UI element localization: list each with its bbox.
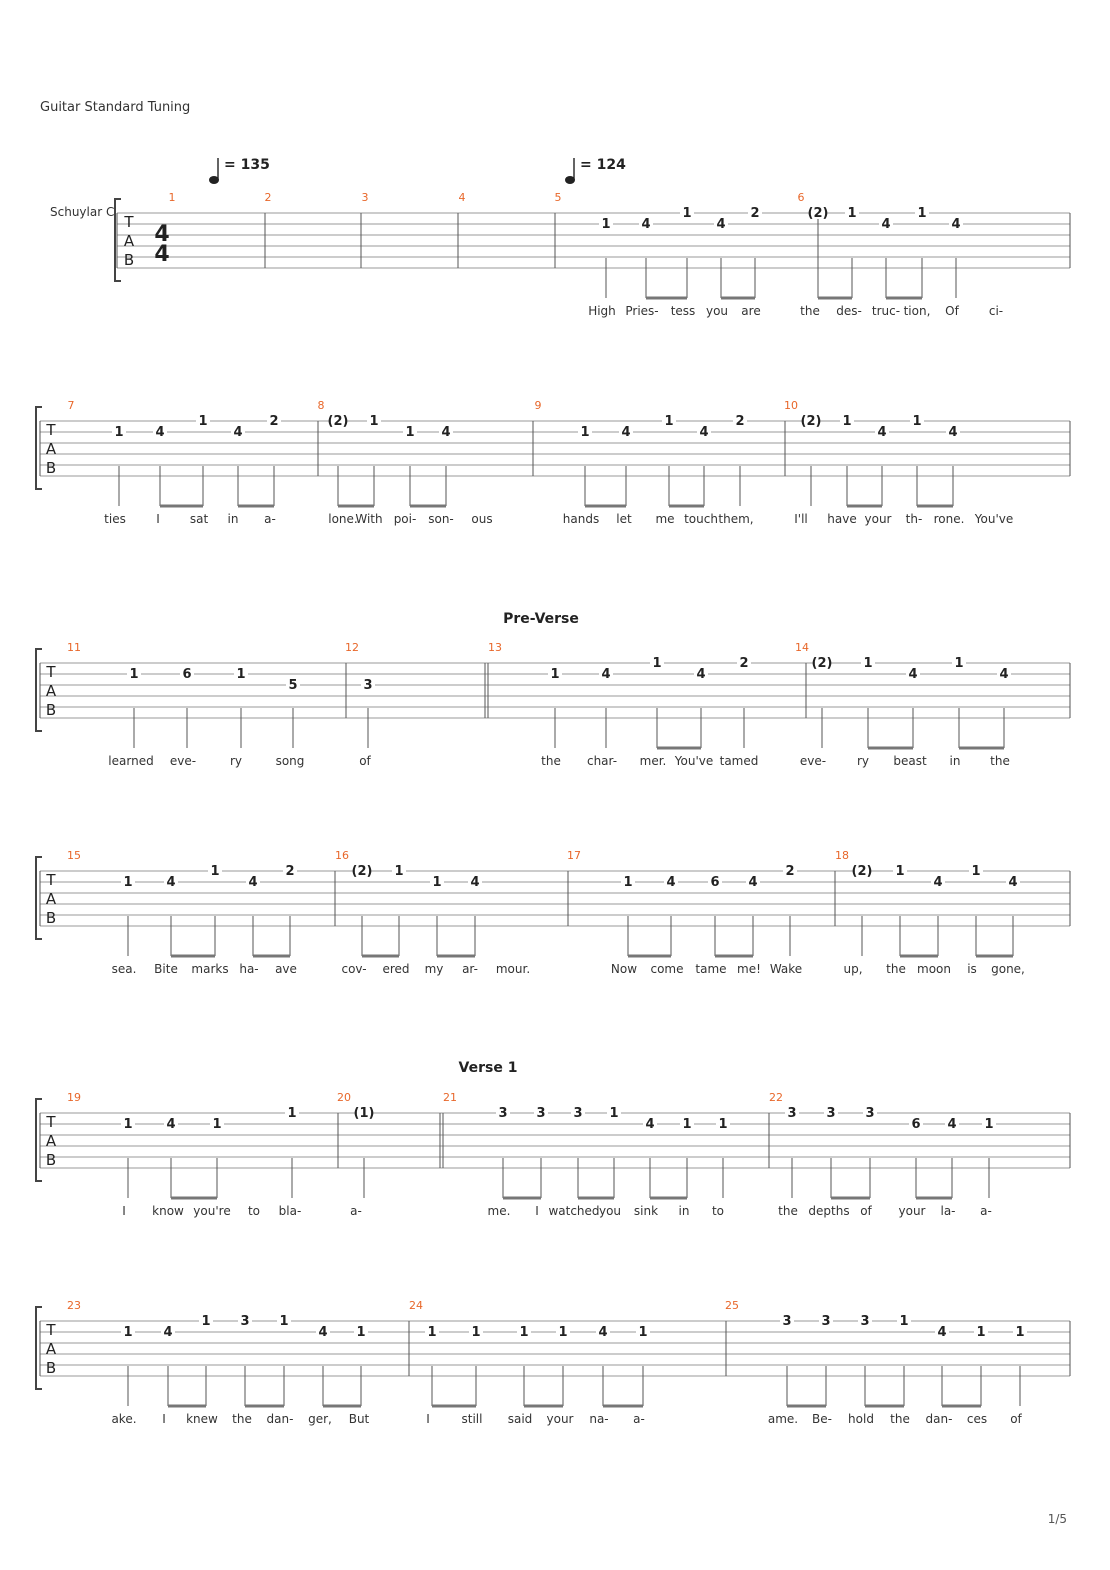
lyric-syllable: learned [108, 754, 154, 768]
fret-number: 1 [432, 875, 442, 890]
measure-number: 24 [409, 1299, 423, 1312]
lyric-syllable: tion, [903, 304, 931, 318]
fret-number: 1 [369, 414, 379, 429]
lyric-syllable: depths [808, 1204, 850, 1218]
lyric-syllable: me! [737, 962, 761, 976]
section-label: Verse 1 [458, 1060, 518, 1076]
fret-number: 2 [750, 206, 760, 221]
lyric-syllable: cov- [341, 962, 367, 976]
fret-number: 2 [739, 656, 749, 671]
lyric-syllable: your [546, 1412, 574, 1426]
fret-number: 1 [198, 414, 208, 429]
fret-number: 4 [1008, 875, 1018, 890]
lyric-syllable: to [247, 1204, 261, 1218]
lyric-syllable: up, [843, 962, 863, 976]
lyric-syllable: I'll [794, 512, 808, 526]
tuning-label: Guitar Standard Tuning [40, 100, 191, 115]
fret-number: 1 [895, 864, 905, 879]
lyric-syllable: ered [382, 962, 410, 976]
fret-number: 4 [163, 1325, 173, 1340]
fret-number: 4 [748, 875, 758, 890]
fret-number: 4 [166, 1117, 176, 1132]
fret-number: 4 [933, 875, 943, 890]
time-signature-top: 4 [154, 222, 170, 247]
lyric-syllable: a- [633, 1412, 645, 1426]
lyric-syllable: truc- [871, 304, 901, 318]
lyric-syllable: in [949, 754, 961, 768]
tab-clef-t: T [46, 1321, 56, 1339]
fret-number: 1 [580, 425, 590, 440]
fret-number: 4 [948, 425, 958, 440]
time-signature-bottom: 4 [154, 242, 170, 267]
lyric-syllable: a- [980, 1204, 992, 1218]
lyric-syllable: tamed [719, 754, 759, 768]
lyric-syllable: sea. [111, 962, 137, 976]
lyric-syllable: lone. [328, 512, 358, 526]
fret-number: 6 [182, 667, 192, 682]
tab-clef-t: T [46, 663, 56, 681]
tab-clef-b: B [45, 459, 57, 477]
fret-number: 2 [735, 414, 745, 429]
fret-number: 1 [976, 1325, 986, 1340]
fret-number: 1 [682, 206, 692, 221]
fret-number: 1 [405, 425, 415, 440]
lyric-syllable: hands [562, 512, 600, 526]
measure-number: 9 [534, 399, 542, 412]
measure-number: 13 [488, 641, 502, 654]
fret-number: 6 [911, 1117, 921, 1132]
lyric-syllable: the [541, 754, 561, 768]
fret-number: (2) [351, 864, 373, 879]
fret-number: 1 [471, 1325, 481, 1340]
lyric-syllable: me. [487, 1204, 511, 1218]
lyric-syllable: poi- [393, 512, 417, 526]
fret-number: 1 [129, 667, 139, 682]
lyric-syllable: said [507, 1412, 533, 1426]
lyric-syllable: You've [674, 754, 714, 768]
lyric-syllable: I [426, 1412, 430, 1426]
fret-number: 4 [951, 217, 961, 232]
tab-clef-a: A [45, 1132, 57, 1150]
lyric-syllable: are [741, 304, 761, 318]
fret-number: 4 [621, 425, 631, 440]
fret-number: 1 [954, 656, 964, 671]
fret-number: 1 [899, 1314, 909, 1329]
fret-number: (2) [807, 206, 829, 221]
lyric-syllable: rone. [933, 512, 965, 526]
fret-number: 4 [601, 667, 611, 682]
fret-number: 1 [1015, 1325, 1025, 1340]
lyric-syllable: Be- [812, 1412, 832, 1426]
fret-number: 1 [210, 864, 220, 879]
fret-number: 1 [609, 1106, 619, 1121]
lyric-syllable: come [650, 962, 684, 976]
fret-number: 1 [664, 414, 674, 429]
tempo-marking: = 124 [580, 157, 626, 173]
tab-clef-a: A [45, 890, 57, 908]
fret-number: 1 [427, 1325, 437, 1340]
fret-number: 3 [782, 1314, 792, 1329]
measure-number: 15 [67, 849, 81, 862]
lyric-syllable: ake. [111, 1412, 137, 1426]
lyric-syllable: mer. [639, 754, 667, 768]
lyric-syllable: knew [186, 1412, 218, 1426]
lyric-syllable: still [461, 1412, 483, 1426]
fret-number: 4 [696, 667, 706, 682]
tab-clef-a: A [123, 232, 135, 250]
tab-clef-b: B [45, 1359, 57, 1377]
lyric-syllable: you [705, 304, 729, 318]
fret-number: 2 [785, 864, 795, 879]
lyric-syllable: you [598, 1204, 622, 1218]
measure-number: 2 [264, 191, 272, 204]
measure-number: 23 [67, 1299, 81, 1312]
fret-number: 3 [860, 1314, 870, 1329]
lyric-syllable: hold [848, 1412, 874, 1426]
fret-number: 4 [881, 217, 891, 232]
fret-number: 1 [201, 1314, 211, 1329]
measure-number: 19 [67, 1091, 81, 1104]
lyric-syllable: With [355, 512, 383, 526]
fret-number: 6 [710, 875, 720, 890]
lyric-syllable: you're [193, 1204, 231, 1218]
fret-number: 1 [287, 1106, 297, 1121]
fret-number: (2) [851, 864, 873, 879]
lyric-syllable: in [678, 1204, 690, 1218]
fret-number: 1 [842, 414, 852, 429]
lyric-syllable: I [535, 1204, 539, 1218]
lyric-syllable: let [616, 512, 632, 526]
lyric-syllable: your [898, 1204, 926, 1218]
tab-clef-t: T [46, 871, 56, 889]
tab-clef-b: B [45, 1151, 57, 1169]
lyric-syllable: You've [974, 512, 1014, 526]
fret-number: 1 [984, 1117, 994, 1132]
fret-number: 4 [937, 1325, 947, 1340]
fret-number: 1 [623, 875, 633, 890]
lyric-syllable: High [588, 304, 616, 318]
lyric-syllable: ha- [239, 962, 259, 976]
fret-number: 2 [269, 414, 279, 429]
system-bracket [115, 199, 121, 281]
fret-number: 3 [865, 1106, 875, 1121]
lyric-syllable: ger, [308, 1412, 332, 1426]
tab-clef-a: A [45, 1340, 57, 1358]
lyric-syllable: gone, [991, 962, 1025, 976]
lyric-syllable: the [232, 1412, 252, 1426]
lyric-syllable: Pries- [625, 304, 659, 318]
lyric-syllable: I [156, 512, 160, 526]
fret-number: 2 [285, 864, 295, 879]
fret-number: 1 [114, 425, 124, 440]
lyric-syllable: them, [718, 512, 754, 526]
lyric-syllable: char- [586, 754, 618, 768]
lyric-syllable: Of [945, 304, 959, 318]
tab-clef-b: B [45, 701, 57, 719]
lyric-syllable: moon [917, 962, 951, 976]
lyric-syllable: your [864, 512, 892, 526]
lyric-syllable: a- [350, 1204, 362, 1218]
lyric-syllable: ous [471, 512, 493, 526]
fret-number: 3 [498, 1106, 508, 1121]
lyric-syllable: the [800, 304, 820, 318]
tab-clef-t: T [46, 1113, 56, 1131]
measure-number: 7 [67, 399, 75, 412]
system-bracket [36, 407, 42, 489]
tab-clef-b: B [123, 251, 135, 269]
fret-number: 4 [641, 217, 651, 232]
fret-number: 4 [666, 875, 676, 890]
lyric-syllable: the [990, 754, 1010, 768]
lyric-syllable: tess [670, 304, 696, 318]
fret-number: 1 [718, 1117, 728, 1132]
lyric-syllable: I [122, 1204, 126, 1218]
fret-number: 1 [212, 1117, 222, 1132]
fret-number: 4 [441, 425, 451, 440]
fret-number: 1 [279, 1314, 289, 1329]
fret-number: (1) [353, 1106, 375, 1121]
measure-number: 18 [835, 849, 849, 862]
fret-number: 1 [847, 206, 857, 221]
lyric-syllable: to [711, 1204, 725, 1218]
fret-number: 4 [716, 217, 726, 232]
lyric-syllable: Wake [769, 962, 803, 976]
lyric-syllable: ame. [767, 1412, 799, 1426]
measure-number: 8 [317, 399, 325, 412]
fret-number: 3 [240, 1314, 250, 1329]
measure-number: 3 [361, 191, 369, 204]
fret-number: 1 [356, 1325, 366, 1340]
tab-clef-t: T [124, 213, 134, 231]
tab-clef-t: T [46, 421, 56, 439]
lyric-syllable: ces [966, 1412, 988, 1426]
fret-number: 4 [248, 875, 258, 890]
fret-number: 1 [123, 1117, 133, 1132]
lyric-syllable: the [886, 962, 906, 976]
fret-number: 1 [123, 1325, 133, 1340]
lyric-syllable: ties [104, 512, 126, 526]
lyric-syllable: I [162, 1412, 166, 1426]
fret-number: 4 [155, 425, 165, 440]
fret-number: 3 [536, 1106, 546, 1121]
lyric-syllable: ci- [988, 304, 1004, 318]
lyric-syllable: is [967, 962, 977, 976]
lyric-syllable: na- [589, 1412, 609, 1426]
fret-number: (2) [800, 414, 822, 429]
fret-number: 4 [233, 425, 243, 440]
fret-number: 4 [598, 1325, 608, 1340]
fret-number: 1 [917, 206, 927, 221]
lyric-syllable: me [655, 512, 675, 526]
lyric-syllable: song [275, 754, 305, 768]
fret-number: 1 [550, 667, 560, 682]
fret-number: 1 [236, 667, 246, 682]
measure-number: 4 [458, 191, 466, 204]
fret-number: 1 [638, 1325, 648, 1340]
lyric-syllable: Bite [154, 962, 178, 976]
lyric-syllable: bla- [278, 1204, 302, 1218]
lyric-syllable: a- [264, 512, 276, 526]
fret-number: 5 [288, 678, 298, 693]
measure-number: 12 [345, 641, 359, 654]
fret-number: 1 [971, 864, 981, 879]
measure-number: 11 [67, 641, 81, 654]
lyric-syllable: dan- [266, 1412, 294, 1426]
lyric-syllable: Now [610, 962, 638, 976]
fret-number: 4 [947, 1117, 957, 1132]
lyric-syllable: dan- [925, 1412, 953, 1426]
fret-number: 3 [573, 1106, 583, 1121]
lyric-syllable: my [424, 962, 444, 976]
lyric-syllable: th- [905, 512, 923, 526]
measure-number: 17 [567, 849, 581, 862]
fret-number: 1 [652, 656, 662, 671]
fret-number: 4 [470, 875, 480, 890]
measure-number: 25 [725, 1299, 739, 1312]
fret-number: 4 [318, 1325, 328, 1340]
lyric-syllable: sat [189, 512, 209, 526]
fret-number: 1 [601, 217, 611, 232]
fret-number: 1 [912, 414, 922, 429]
lyric-syllable: of [860, 1204, 872, 1218]
fret-number: (2) [811, 656, 833, 671]
measure-number: 14 [795, 641, 809, 654]
fret-number: 3 [787, 1106, 797, 1121]
system-bracket [36, 649, 42, 731]
lyric-syllable: But [348, 1412, 370, 1426]
fret-number: 4 [645, 1117, 655, 1132]
lyric-syllable: ar- [462, 962, 478, 976]
fret-number: 1 [123, 875, 133, 890]
measure-number: 5 [554, 191, 562, 204]
measure-number: 22 [769, 1091, 783, 1104]
fret-number: 3 [826, 1106, 836, 1121]
lyric-syllable: the [778, 1204, 798, 1218]
system-bracket [36, 1099, 42, 1181]
page-number: 1/5 [1047, 1512, 1067, 1526]
fret-number: 1 [682, 1117, 692, 1132]
lyric-syllable: ry [856, 754, 870, 768]
lyric-syllable: des- [836, 304, 862, 318]
lyric-syllable: beast [893, 754, 927, 768]
measure-number: 1 [168, 191, 176, 204]
lyric-syllable: touch [684, 512, 718, 526]
fret-number: 4 [699, 425, 709, 440]
measure-number: 20 [337, 1091, 351, 1104]
lyric-syllable: in [227, 512, 239, 526]
lyric-syllable: watched [548, 1204, 600, 1218]
lyric-syllable: ry [229, 754, 243, 768]
fret-number: 1 [863, 656, 873, 671]
tab-clef-b: B [45, 909, 57, 927]
fret-number: 3 [363, 678, 373, 693]
lyric-syllable: the [890, 1412, 910, 1426]
lyric-syllable: sink [633, 1204, 659, 1218]
lyric-syllable: ave [275, 962, 297, 976]
fret-number: 1 [519, 1325, 529, 1340]
lyric-syllable: son- [428, 512, 454, 526]
lyric-syllable: la- [940, 1204, 956, 1218]
lyric-syllable: know [152, 1204, 184, 1218]
fret-number: 4 [166, 875, 176, 890]
fret-number: 1 [558, 1325, 568, 1340]
fret-number: 4 [877, 425, 887, 440]
fret-number: (2) [327, 414, 349, 429]
lyric-syllable: marks [191, 962, 229, 976]
lyric-syllable: mour. [495, 962, 531, 976]
system-bracket [36, 1307, 42, 1389]
fret-number: 4 [908, 667, 918, 682]
fret-number: 3 [821, 1314, 831, 1329]
lyric-syllable: tame [695, 962, 727, 976]
lyric-syllable: eve- [799, 754, 827, 768]
measure-number: 10 [784, 399, 798, 412]
fret-number: 1 [394, 864, 404, 879]
tab-clef-a: A [45, 682, 57, 700]
system-bracket [36, 857, 42, 939]
measure-number: 16 [335, 849, 349, 862]
measure-number: 6 [797, 191, 805, 204]
lyric-syllable: of [359, 754, 371, 768]
section-label: Pre-Verse [503, 611, 579, 627]
measure-number: 21 [443, 1091, 457, 1104]
lyric-syllable: have [827, 512, 857, 526]
tab-clef-a: A [45, 440, 57, 458]
lyric-syllable: eve- [169, 754, 197, 768]
lyric-syllable: of [1010, 1412, 1022, 1426]
instrument-name: Schuylar C [50, 205, 115, 219]
fret-number: 4 [999, 667, 1009, 682]
tempo-marking: = 135 [224, 157, 270, 173]
